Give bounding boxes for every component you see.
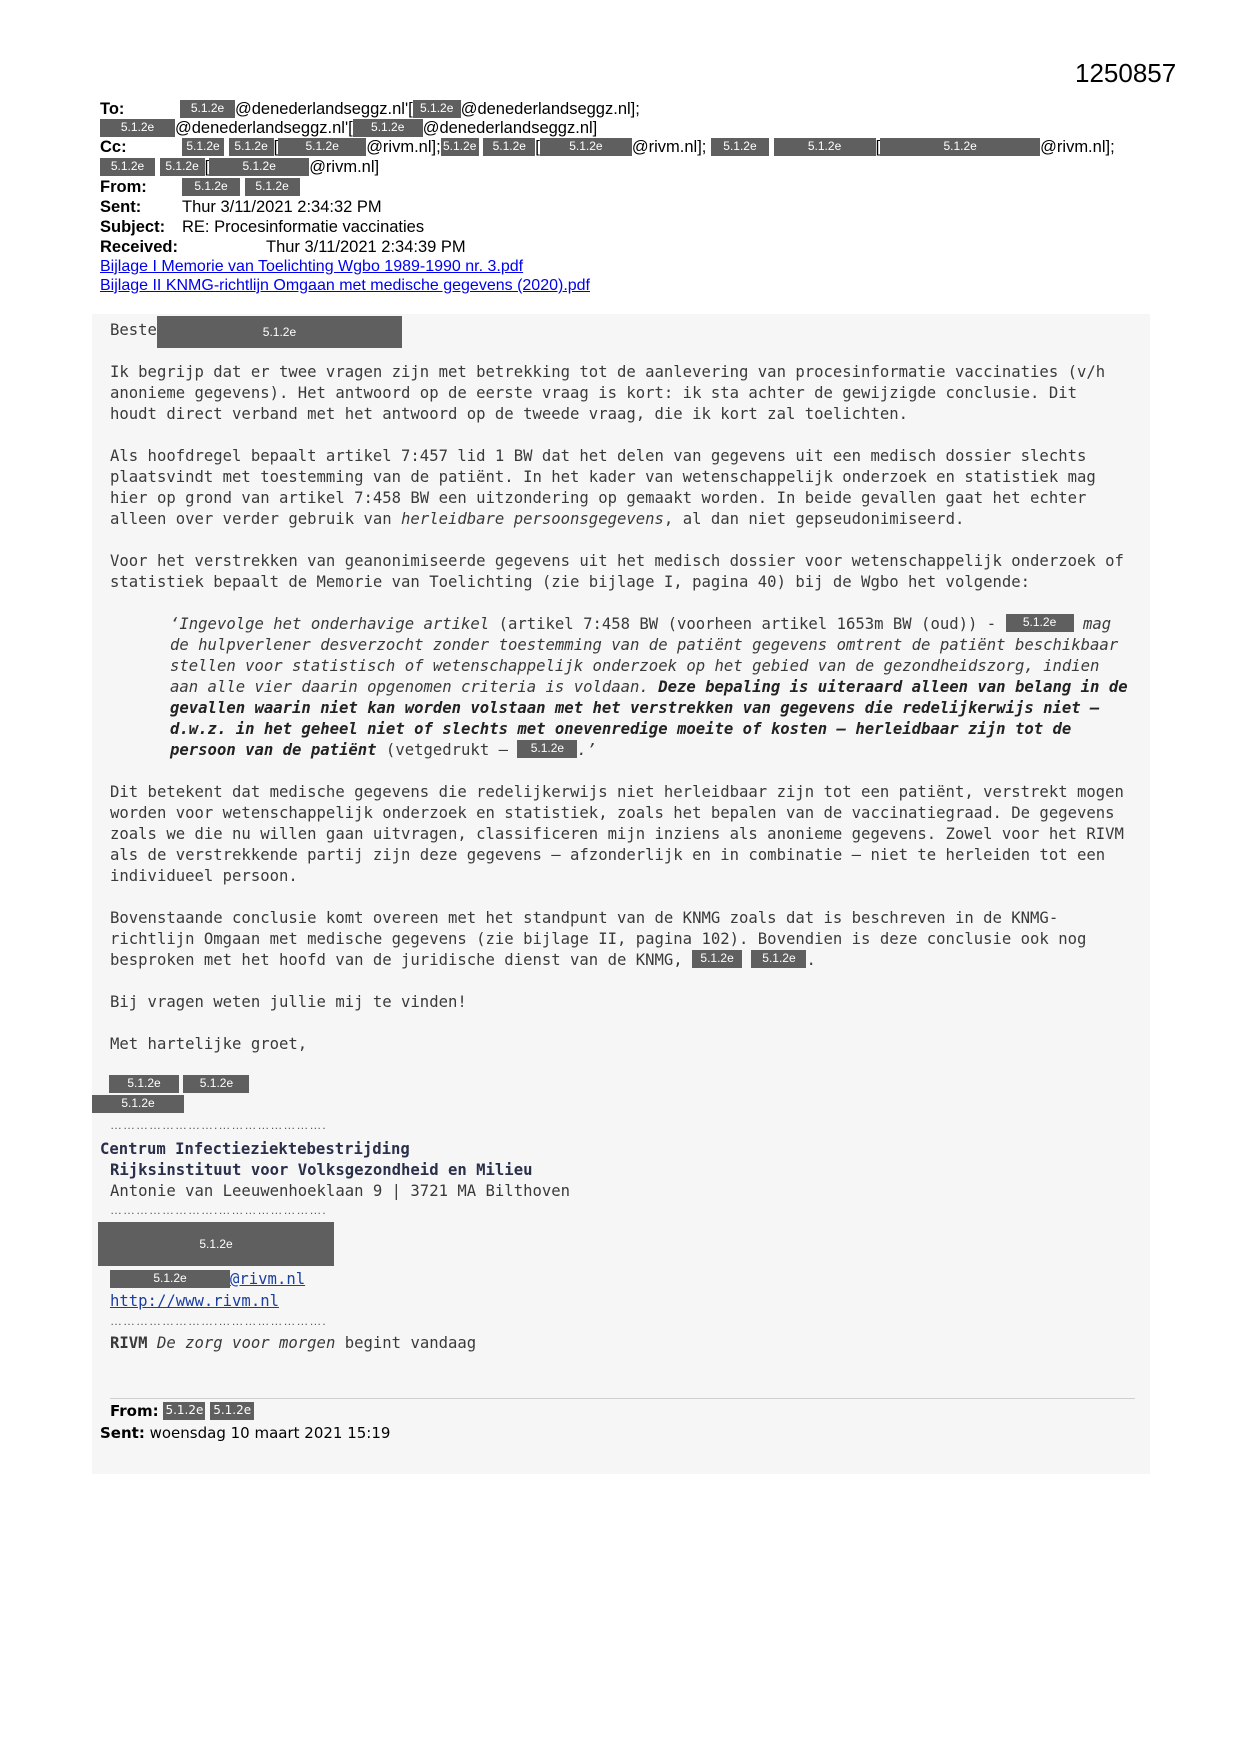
cc-address: @rivm.nl]; [631, 138, 707, 156]
to-address: @denederlandseggz.nl]; [460, 100, 640, 118]
bracket: [ [204, 158, 210, 176]
paragraph-3: Voor het verstrekken van geanonimiseerde gegevens uit het medisch dossier voor wetenschappelijk onderzoek of statistiek bepaalt de Memorie van Toelichting (zie bijlage I, pagina 40) bij de Wgbo het volgende: [110, 552, 1124, 591]
redaction: 5.1.2e [483, 138, 535, 156]
to-address: @denederlandseggz.nl'[ [235, 100, 413, 118]
org-name-1: Centrum Infectieziektebestrijding [100, 1140, 410, 1158]
attachment-link-1[interactable]: Bijlage I Memorie van Toelichting Wgbo 1989-1990 nr. 3.pdf [100, 258, 524, 275]
redaction: 5.1.2e [441, 138, 479, 156]
to-line-2 [100, 119, 597, 138]
org-name-2: Rijksinstituut voor Volksgezondheid en Milieu [110, 1161, 533, 1179]
cc-address: @rivm.nl] [309, 158, 380, 176]
paragraph-5-end: . [806, 951, 816, 969]
signature-title [92, 1095, 184, 1113]
bracket: [ [273, 138, 279, 156]
bracket: [ [535, 138, 540, 156]
redaction: 5.1.2e [182, 178, 240, 196]
redaction: 5.1.2e [540, 138, 632, 156]
document-number: 1250857 [1075, 58, 1177, 88]
greeting [110, 320, 402, 348]
redaction: 5.1.2e [92, 1095, 184, 1113]
cc-address: @rivm.nl]; [1040, 138, 1115, 156]
redaction: 5.1.2e [517, 740, 577, 758]
attachment-link-2[interactable]: Bijlage II KNMG-richtlijn Omgaan met medische gegevens (2020).pdf [100, 277, 590, 294]
redaction: 5.1.2e [210, 1402, 254, 1420]
redaction: 5.1.2e [711, 138, 769, 156]
quote-bold: Deze bepaling is uiteraard alleen van belang in de gevallen waarin niet kan worden volstaan met het verstrekken van gegevens die redelijkerwijs niet – d.w.z. in het geheel niet of slechts met onevenredige moeite of kosten – herleidbaar zijn tot de persoon van de patiënt [170, 678, 1128, 759]
previous-from-label: From: [110, 1402, 159, 1420]
redaction: 5.1.2e [692, 950, 742, 968]
redaction: 5.1.2e [278, 138, 366, 156]
closing: Met hartelijke groet, [110, 1035, 308, 1053]
quote-part-2: (artikel 7:458 BW (voorheen artikel 1653m BW (oud)) - [489, 615, 1006, 633]
redaction: 5.1.2e [160, 158, 205, 176]
paragraph-6: Bij vragen weten jullie mij te vinden! [110, 993, 467, 1011]
redaction: 5.1.2e [109, 1075, 179, 1093]
org-address: Antonie van Leeuwenhoeklaan 9 | 3721 MA Bilthoven [110, 1182, 571, 1200]
email-link[interactable]: @rivm.nl [230, 1270, 306, 1288]
slogan-rest: begint vandaag [335, 1334, 477, 1352]
paragraph-2-text: Als hoofdregel bepaalt artikel 7:457 lid 1 BW dat het delen van gegevens uit een medisch dossier slechts plaatsvindt met toestemming van de patiënt. In het kader van wetenschappelijk onderzoek en statistiek mag hier op grond van artikel 7:458 BW een uitzondering op gemaakt worden. In beide gevallen gaat het echter alleen over verder gebruik van [110, 447, 1096, 528]
previous-from [110, 1402, 254, 1420]
separator [110, 1398, 1135, 1399]
redaction: 5.1.2e [182, 138, 224, 156]
divider-dots: …………………….……………………. [110, 1118, 327, 1132]
redaction: 5.1.2e [110, 1270, 230, 1288]
quote-part-5: (vetgedrukt – [376, 741, 518, 759]
sent-label: Sent: [100, 198, 142, 216]
redaction: 5.1.2e [413, 100, 461, 118]
redaction: 5.1.2e [1006, 614, 1074, 632]
signature-email [110, 1270, 305, 1288]
from-line [100, 178, 300, 197]
received-value: Thur 3/11/2021 2:34:39 PM [266, 238, 466, 256]
redaction: 5.1.2e [880, 138, 1040, 156]
redaction: 5.1.2e [163, 1402, 205, 1420]
signature-name [109, 1075, 249, 1093]
quote-end: .’ [577, 741, 597, 759]
redaction: 5.1.2e [751, 950, 806, 968]
sent-line [100, 198, 382, 217]
to-label: To: [100, 100, 125, 118]
cc-label: Cc: [100, 138, 127, 156]
paragraph-2-end: , al dan niet gepseudonimiseerd. [663, 510, 965, 528]
cc-line-1 [100, 138, 1115, 157]
redaction: 5.1.2e [183, 1075, 249, 1093]
redaction: 5.1.2e [774, 138, 876, 156]
paragraph-1: Ik begrijp dat er twee vragen zijn met betrekking tot de aanlevering van procesinformatie vaccinaties (v/h anonieme gegevens). Het antwoord op de eerste vraag is kort: ik sta achter de gewijzigde conclusie. Dit houdt direct verband met het antwoord op de tweede vraag, die ik kort zal toelichten. [110, 363, 1106, 423]
cc-line-2 [100, 158, 379, 177]
from-label: From: [100, 178, 147, 196]
subject-label: Subject: [100, 218, 166, 236]
greeting-text: Beste [110, 321, 157, 339]
cc-address: @rivm.nl]; [366, 138, 441, 156]
slogan [110, 1334, 476, 1352]
previous-sent-value: woensdag 10 maart 2021 15:19 [149, 1424, 391, 1442]
paragraph-5 [110, 908, 1130, 971]
quote-block [170, 614, 1130, 761]
quote-part-1: ‘Ingevolge het onderhavige artikel [170, 615, 490, 633]
website-link[interactable]: http://www.rivm.nl [110, 1292, 279, 1310]
previous-sent-label: Sent: [100, 1424, 145, 1442]
subject-value: RE: Procesinformatie vaccinaties [182, 218, 425, 236]
redaction: 5.1.2e [157, 316, 402, 348]
redaction: 5.1.2e [245, 178, 300, 196]
paragraph-5-text: Bovenstaande conclusie komt overeen met het standpunt van de KNMG zoals dat is beschreven in de KNMG-richtlijn Omgaan met medische gegevens (zie bijlage II, pagina 102). Bovendien is deze conclusie ook nog besproken met het hoofd van de juridische dienst van de KNMG, [110, 909, 1087, 969]
subject-line [100, 218, 424, 237]
divider-dots: …………………….……………………. [110, 1314, 327, 1328]
redaction: 5.1.2e [229, 138, 274, 156]
quote-part-3: mag de hulpverlener desverzocht zonder toestemming van de patiënt gegevens omtrent de patiënt beschikbaar stellen voor statistisch of wetenschappelijk onderzoek op het gebied van de gezondheidszorg, indien aan alle vier daarin opgenomen criteria is voldaan. [170, 615, 1119, 696]
redaction: 5.1.2e [100, 158, 155, 176]
sent-value: Thur 3/11/2021 2:34:32 PM [182, 198, 382, 216]
redaction: 5.1.2e [353, 119, 423, 137]
redaction: 5.1.2e [180, 100, 235, 118]
redaction: 5.1.2e [209, 158, 309, 176]
divider-dots: …………………….……………………. [110, 1203, 327, 1217]
bracket: [ [875, 138, 881, 156]
signature-phone [98, 1222, 334, 1266]
to-address: @denederlandseggz.nl'[ [175, 119, 353, 137]
previous-sent [100, 1424, 390, 1442]
to-line-1 [100, 100, 640, 119]
to-address: @denederlandseggz.nl] [422, 119, 598, 137]
received-line [100, 238, 466, 257]
website [110, 1292, 279, 1310]
received-label: Received: [100, 238, 178, 256]
slogan-italic: De zorg voor morgen [156, 1334, 336, 1352]
paragraph-2-emphasis: herleidbare persoonsgegevens [401, 510, 664, 528]
slogan-brand: RIVM [110, 1334, 148, 1352]
paragraph-2 [110, 446, 1130, 530]
redaction: 5.1.2e [98, 1222, 334, 1266]
redaction: 5.1.2e [100, 119, 175, 137]
paragraph-4: Dit betekent dat medische gegevens die redelijkerwijs niet herleidbaar zijn tot een patiënt, verstrekt mogen worden voor wetenschappelijk onderzoek en statistiek, zoals het bepalen van de vaccinatiegraad. De gegevens zoals we die nu willen gaan uitvragen, classificeren mijn inziens als anonieme gegevens. Zowel voor het RIVM als de verstrekkende partij zijn deze gegevens – afzonderlijk en in combinatie – niet te herleiden tot een individueel persoon. [110, 783, 1124, 885]
